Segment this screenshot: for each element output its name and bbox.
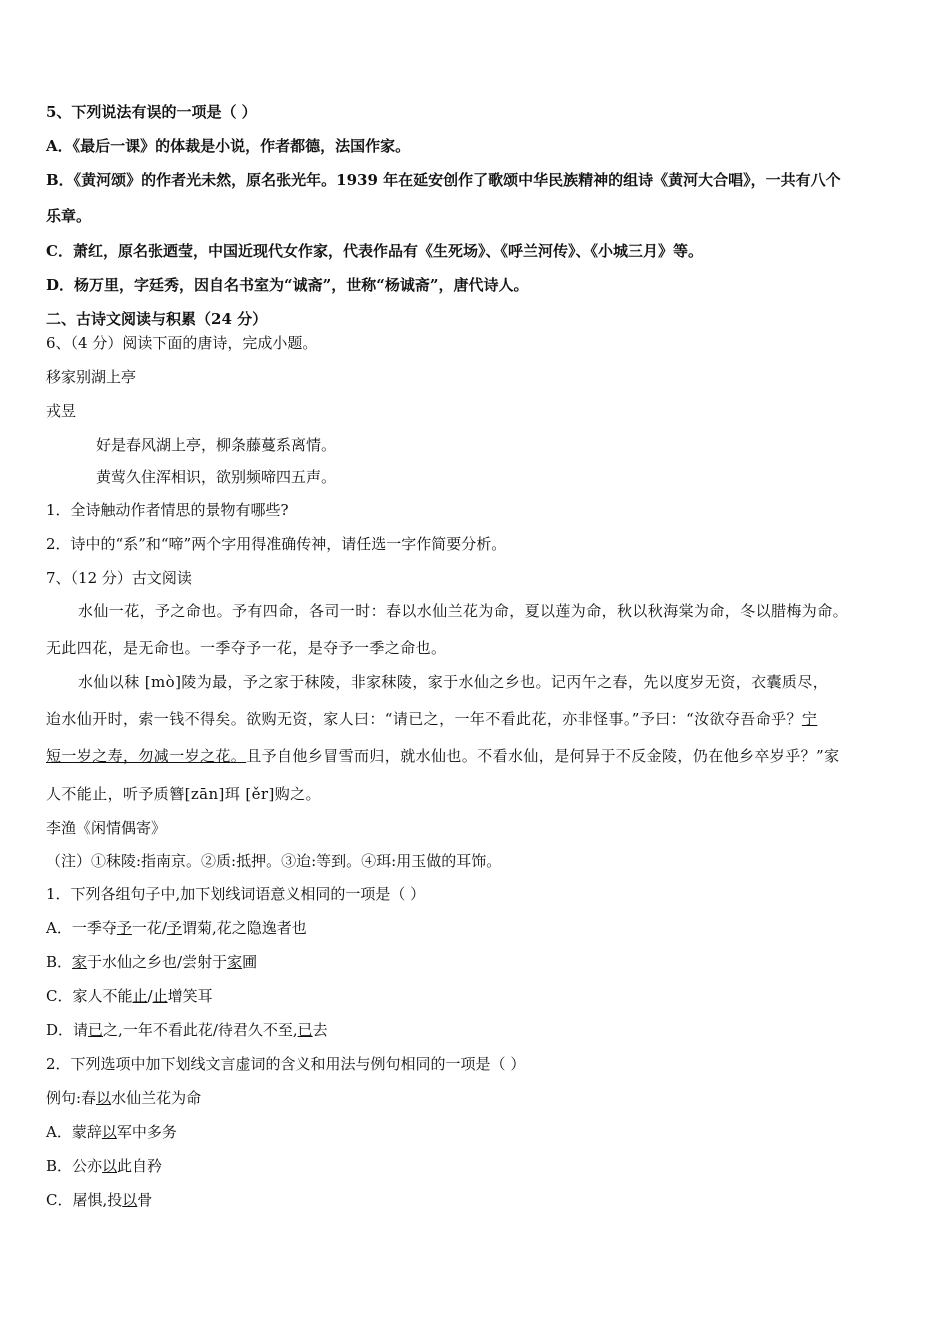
q7-sub-2-option-b: B．公亦以此自矜 bbox=[46, 1157, 163, 1175]
q5-stem: 5、下列说法有误的一项是（ ） bbox=[46, 103, 257, 121]
q6-stem: 6、（4 分）阅读下面的唐诗，完成小题。 bbox=[46, 334, 318, 352]
q7-sub-2: 2．下列选项中加下划线文言虚词的含义和用法与例句相同的一项是（ ） bbox=[46, 1055, 526, 1073]
q7-sub-2-example: 例句:春以水仙兰花为命 bbox=[46, 1089, 202, 1107]
q6-sub-2: 2．诗中的“系”和“啼”两个字用得准确传神，请任选一字作简要分析。 bbox=[46, 535, 507, 553]
q7-stem: 7、（12 分）古文阅读 bbox=[46, 569, 192, 587]
passage-notes: （注）①秣陵:指南京。②质:抵押。③迨:等到。④珥:用玉做的耳饰。 bbox=[46, 852, 502, 870]
passage-p1-line1: 水仙一花，予之命也。予有四命，各司一时：春以水仙兰花为命，夏以莲为命，秋以秋海棠为命，冬以腊梅为命。 bbox=[78, 602, 849, 620]
q7-sub-1-option-c: C．家人不能止/止增笑耳 bbox=[46, 987, 213, 1005]
passage-p2-line3: 短一岁之寿，勿减一岁之花。且予自他乡冒雪而归，就水仙也。不看水仙，是何异于不反金陵，仍在他乡卒岁乎？”家 bbox=[46, 747, 840, 765]
poem-title: 移家别湖上亭 bbox=[46, 368, 137, 386]
q7-sub-2-option-a: A．蒙辞以军中多务 bbox=[46, 1123, 177, 1141]
passage-p1-line2: 无此四花，是无命也。一季夺予一花，是夺予一季之命也。 bbox=[46, 639, 447, 657]
passage-p2-line1: 水仙以秣 [mò]陵为最，予之家于秣陵，非家秣陵，家于水仙之乡也。记丙午之春，先以度岁无资，衣囊质尽， bbox=[78, 673, 829, 691]
underlined-text: 短一岁之寿，勿减一岁之花。 bbox=[46, 747, 247, 765]
q5-option-b-cont: 乐章。 bbox=[46, 207, 92, 225]
q5-option-b: B．《黄河颂》的作者光未然，原名张光年。1939 年在延安创作了歌颂中华民族精神的组诗《黄河大合唱》，一共有八个 bbox=[46, 171, 841, 189]
passage-p2-line4: 人不能止，听予质簪[zān]珥 [ěr]购之。 bbox=[46, 785, 321, 803]
q7-sub-1: 1．下列各组句子中,加下划线词语意义相同的一项是（ ） bbox=[46, 885, 426, 903]
q5-option-d: D．杨万里，字廷秀，因自名书室为“诚斋”，世称“杨诚斋”，唐代诗人。 bbox=[46, 276, 529, 294]
q7-sub-2-option-c: C．屠惧,投以骨 bbox=[46, 1191, 153, 1209]
q5-option-c: C．萧红，原名张迺莹，中国近现代女作家，代表作品有《生死场》、《呼兰河传》、《小城三月》等。 bbox=[46, 242, 703, 260]
passage-p2-line2: 迨水仙开时，索一钱不得矣。欲购无资，家人曰：“请已之，一年不看此花，亦非怪事。”予曰：“汝欲夺吾命乎？宁 bbox=[46, 710, 818, 728]
q6-sub-1: 1．全诗触动作者情思的景物有哪些? bbox=[46, 501, 289, 519]
q7-sub-1-option-d: D．请已之,一年不看此花/待君久不至,已去 bbox=[46, 1021, 328, 1039]
passage-source: 李渔《闲情偶寄》 bbox=[46, 819, 167, 837]
underlined-text: 宁 bbox=[801, 710, 818, 728]
q7-sub-1-option-b: B．家于水仙之乡也/尝射于家圃 bbox=[46, 953, 258, 971]
q7-sub-1-option-a: A．一季夺予一花/予谓菊,花之隐逸者也 bbox=[46, 919, 307, 937]
section-heading: 二、古诗文阅读与积累（24 分） bbox=[46, 310, 268, 328]
poem-line-1: 好是春风湖上亭，柳条藤蔓系离情。 bbox=[96, 436, 337, 454]
q5-option-a: A．《最后一课》的体裁是小说，作者都德，法国作家。 bbox=[46, 137, 411, 155]
poem-author: 戎昱 bbox=[46, 402, 77, 420]
poem-line-2: 黄莺久住浑相识，欲别频啼四五声。 bbox=[96, 468, 337, 486]
